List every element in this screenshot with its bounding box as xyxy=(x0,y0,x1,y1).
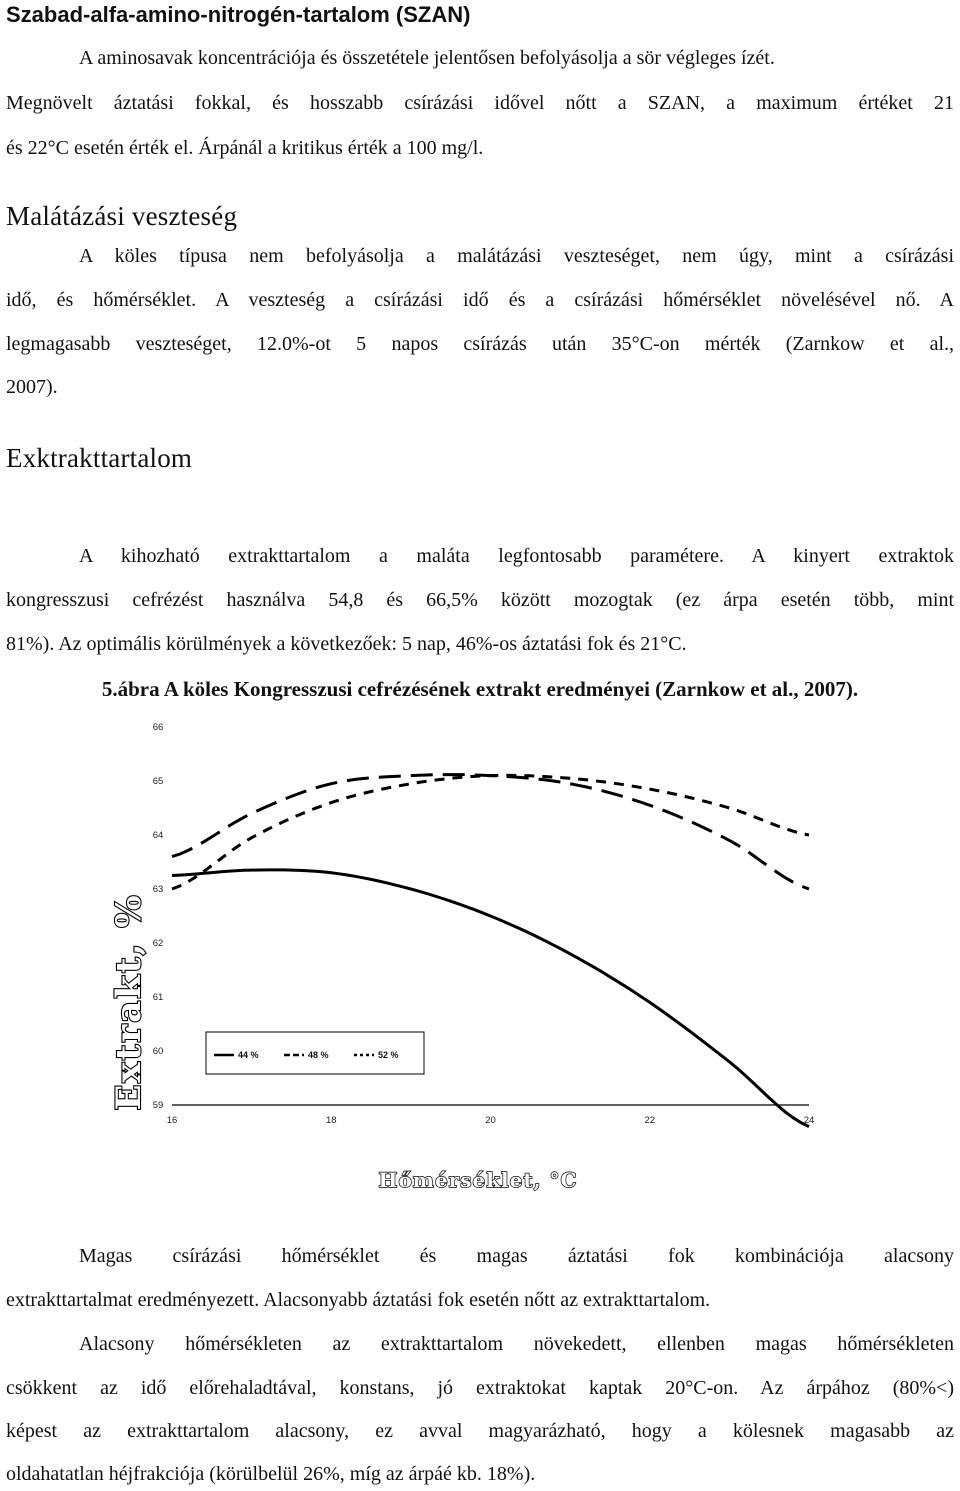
paragraph-line: kongresszusi cefrézést használva 54,8 és 66,5% között mozogtak (ez árpa esetén több, mint xyxy=(6,589,954,611)
section-heading-malting-loss: Malátázási veszteség xyxy=(6,201,238,231)
legend-label: 52 % xyxy=(378,1050,399,1060)
paragraph-line: Megnövelt áztatási fokkal, és hosszabb csírázási idővel nőtt a SZAN, a maximum értéket 21 xyxy=(6,92,954,114)
y-tick-label: 66 xyxy=(152,722,164,733)
y-tick-label: 62 xyxy=(152,938,164,949)
y-tick-label: 59 xyxy=(152,1100,164,1111)
legend-label: 48 % xyxy=(308,1050,329,1060)
series-line-3 xyxy=(172,775,809,889)
paragraph-line: A köles típusa nem befolyásolja a malátázási veszteséget, nem úgy, mint a csírázási xyxy=(79,245,954,267)
paragraph-line: A aminosavak koncentrációja és összetétele jelentősen befolyásolja a sör végleges ízét. xyxy=(79,47,775,69)
paragraph-line: 2007). xyxy=(6,376,58,398)
x-tick-label: 18 xyxy=(325,1115,337,1126)
y-tick-label: 63 xyxy=(152,884,164,895)
figure-caption: 5.ábra A köles Kongresszusi cefrézésének extrakt eredményei (Zarnkow et al., 2007). xyxy=(101,677,859,701)
x-axis-label: Hőmérséklet, °C xyxy=(378,1168,578,1192)
paragraph-line: idő, és hőmérséklet. A veszteség a csírázási idő és a csírázási hőmérséklet növelésével nő. A xyxy=(6,289,954,311)
paragraph-line: extrakttartalmat eredményezett. Alacsonyabb áztatási fok esetén nőtt az extrakttartalom. xyxy=(6,1289,711,1311)
y-tick-label: 65 xyxy=(152,776,164,787)
x-axis-ticks xyxy=(167,1115,815,1126)
y-tick-label: 61 xyxy=(152,992,164,1003)
section-heading-extract: Exktrakttartalom xyxy=(6,443,193,473)
x-tick-label: 16 xyxy=(166,1115,178,1126)
extract-line-chart xyxy=(0,712,960,1202)
x-tick-label: 24 xyxy=(803,1115,815,1126)
paragraph-line: Magas csírázási hőmérséklet és magas áztatási fok kombinációja alacsony xyxy=(79,1245,954,1267)
series-line-2 xyxy=(172,775,809,889)
paragraph-line: csökkent az idő előrehaladtával, konstans, jó extraktokat kaptak 20°C-on. Az árpához (80%<) xyxy=(6,1377,954,1399)
x-tick-label: 20 xyxy=(485,1115,496,1126)
y-tick-label: 60 xyxy=(152,1046,164,1057)
y-tick-label: 64 xyxy=(152,830,164,841)
y-axis-label: Extrakt, % xyxy=(109,893,149,1111)
y-axis-ticks xyxy=(153,722,164,1111)
section-heading-szan: Szabad-alfa-amino-nitrogén-tartalom (SZAN) xyxy=(6,2,471,27)
paragraph-line: oldahatatlan héjfrakciója (körülbelül 26%, míg az árpáé kb. 18%). xyxy=(6,1463,536,1485)
series-line-1 xyxy=(172,870,809,1127)
paragraph-line: legmagasabb veszteséget, 12.0%-ot 5 napos csírázás után 35°C-on mérték (Zarnkow et al., xyxy=(6,333,954,355)
paragraph-line: és 22°C esetén érték el. Árpánál a kritikus érték a 100 mg/l. xyxy=(6,137,484,159)
paragraph-line: A kihozható extrakttartalom a maláta legfontosabb paramétere. A kinyert extraktok xyxy=(79,545,954,567)
x-tick-label: 22 xyxy=(644,1115,656,1126)
paragraph-line: Alacsony hőmérsékleten az extrakttartalom növekedett, ellenben magas hőmérsékleten xyxy=(79,1333,954,1355)
paragraph-line: 81%). Az optimális körülmények a következőek: 5 nap, 46%-os áztatási fok és 21°C. xyxy=(6,633,687,655)
legend-label: 44 % xyxy=(238,1050,259,1060)
paragraph-line: képest az extrakttartalom alacsony, ez avval magyarázható, hogy a kölesnek magasabb az xyxy=(6,1420,954,1442)
chart-legend xyxy=(206,1032,424,1074)
